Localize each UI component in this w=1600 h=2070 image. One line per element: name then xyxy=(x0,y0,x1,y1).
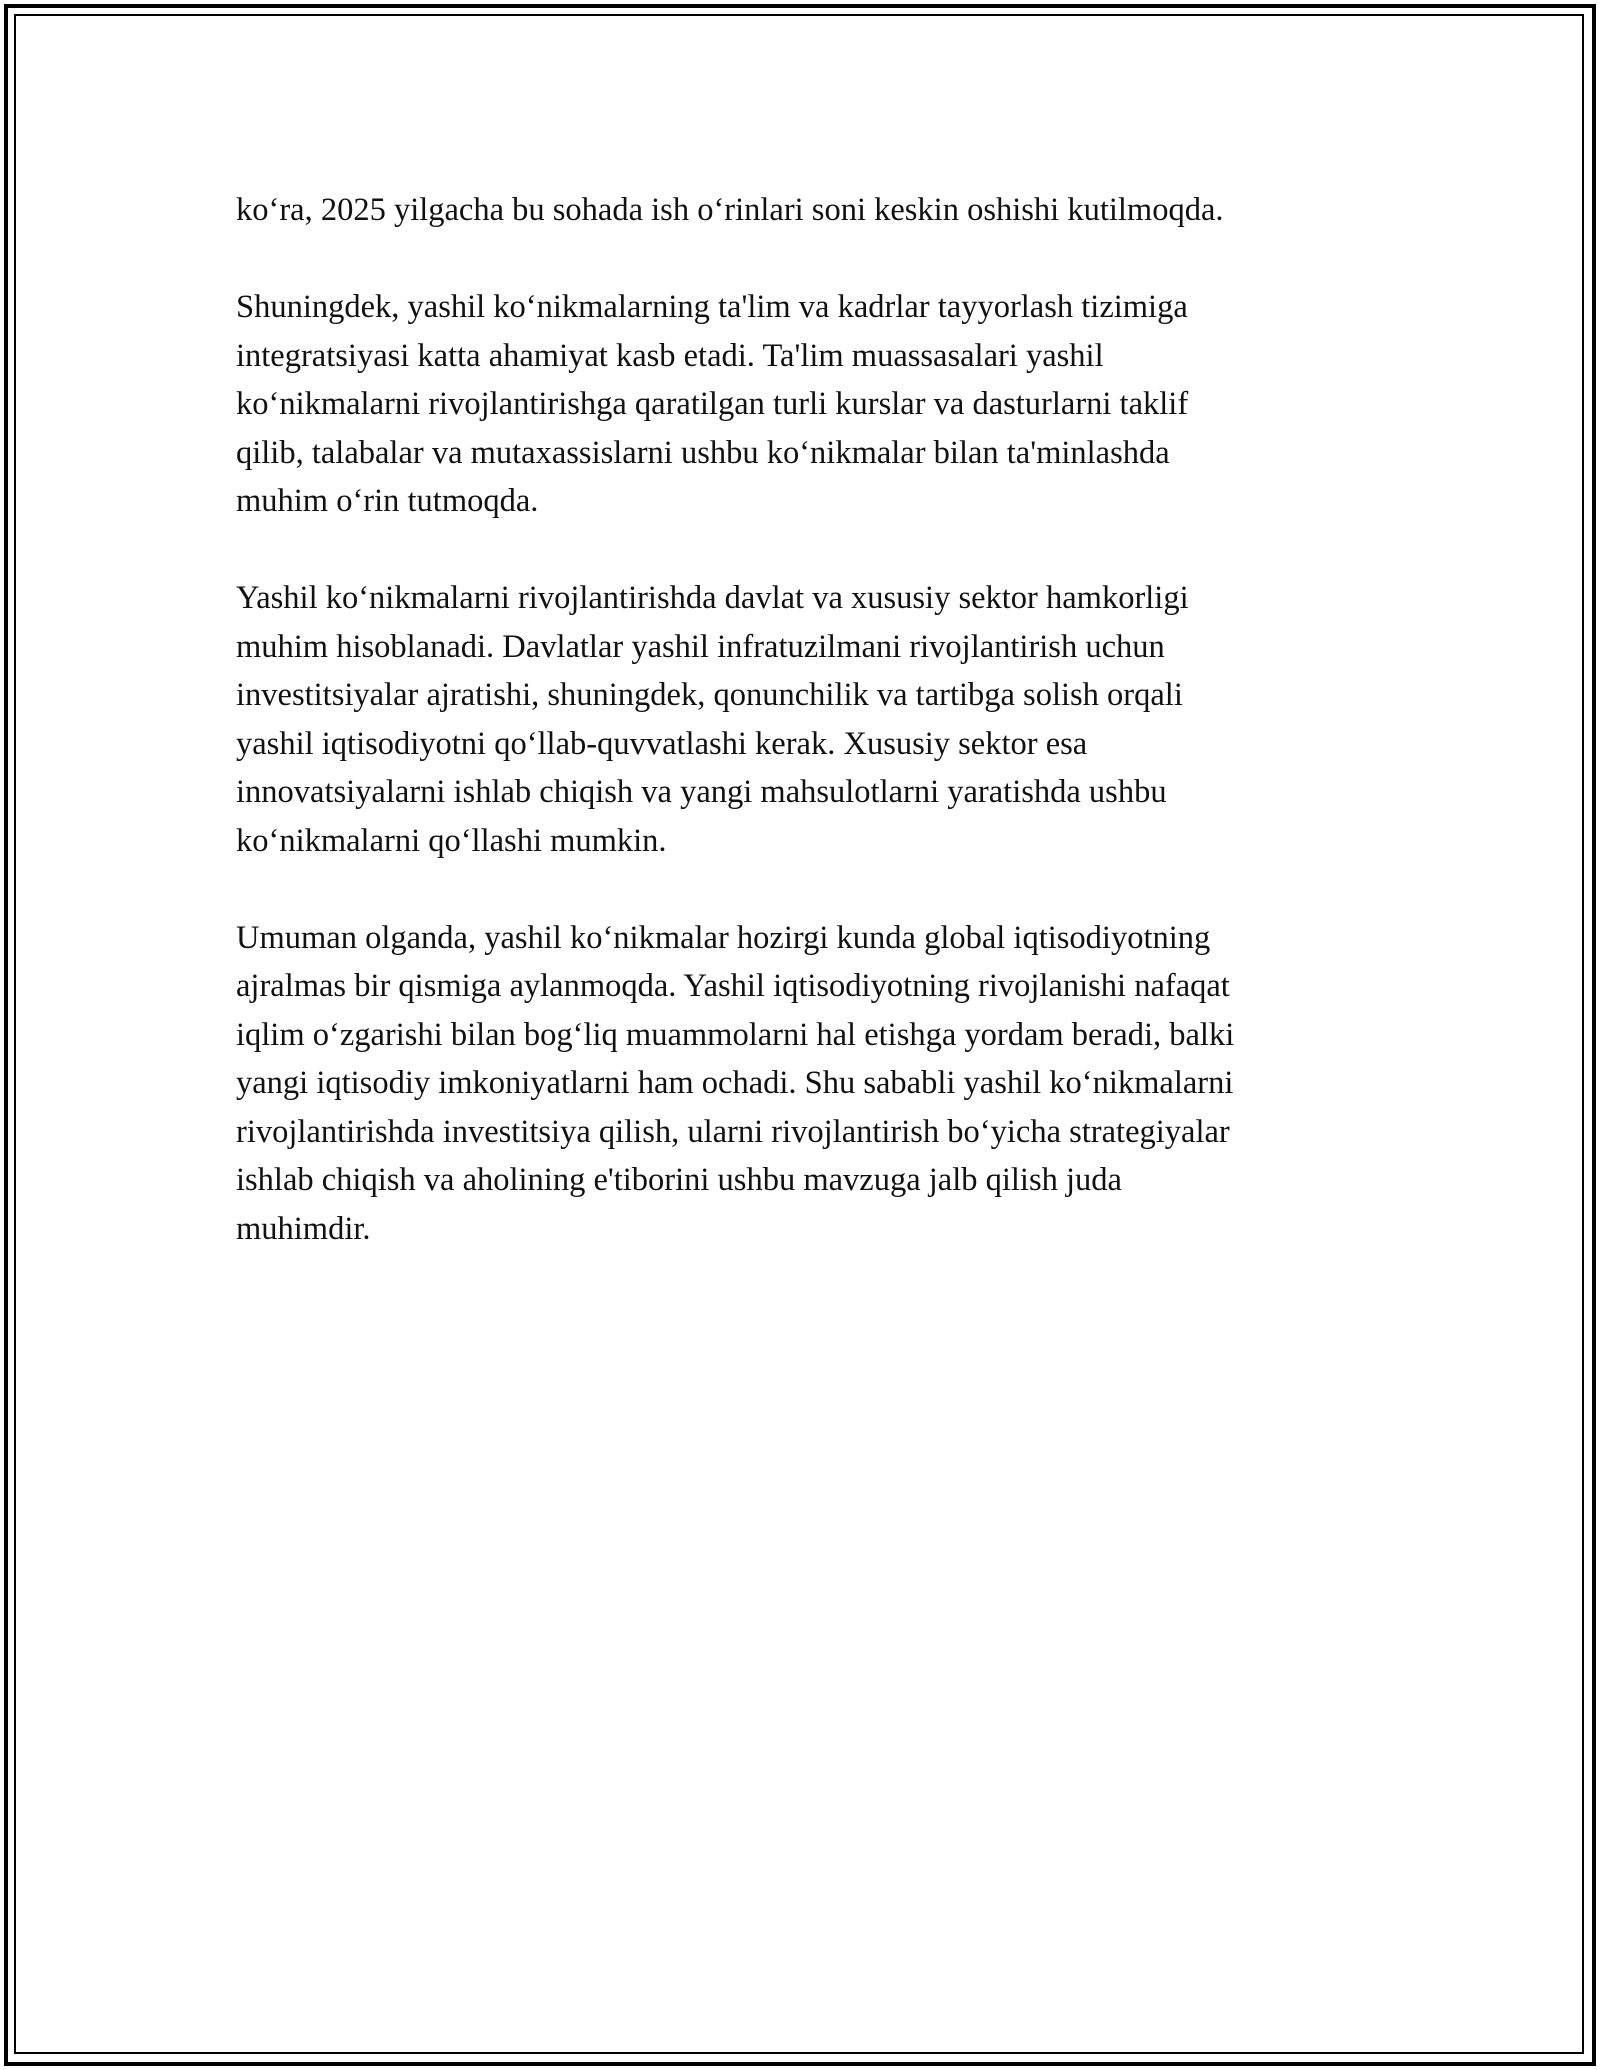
paragraph-line: iqlim o‘zgarishi bilan bog‘liq muammolarni hal etishga yordam beradi, balki xyxy=(236,1016,1235,1053)
paragraph-line: ko‘nikmalarni qo‘llashi mumkin. xyxy=(236,822,667,859)
paragraph-line: investitsiyalar ajratishi, shuningdek, qonunchilik va tartibga solish orqali xyxy=(236,677,1183,713)
paragraph-line: muhimdir. xyxy=(236,1210,371,1247)
paragraph-line: Shuningdek, yashil ko‘nikmalarning ta'lim va kadrlar tayyorlash tizimiga xyxy=(236,289,1188,325)
paragraph-line: rivojlantirishda investitsiya qilish, ularni rivojlantirish bo‘yicha strategiyalar xyxy=(236,1113,1230,1150)
paragraph-line: ko‘ra, 2025 yilgacha bu sohada ish o‘rinlari soni keskin oshishi kutilmoqda. xyxy=(236,192,1224,228)
paragraph-4 xyxy=(236,914,1376,1254)
paragraph-line: yangi iqtisodiy imkoniyatlarni ham ochadi. Shu sababli yashil ko‘nikmalarni xyxy=(236,1065,1234,1101)
document-body xyxy=(236,186,1376,1302)
paragraph-line: muhim hisoblanadi. Davlatlar yashil infratuzilmani rivojlantirish uchun xyxy=(236,628,1165,665)
paragraph-line: innovatsiyalarni ishlab chiqish va yangi mahsulotlarni yaratishda ushbu xyxy=(236,774,1167,810)
paragraph-line: Yashil ko‘nikmalarni rivojlantirishda davlat va xususiy sektor hamkorligi xyxy=(236,580,1189,616)
paragraph-2 xyxy=(236,283,1376,526)
paragraph-line: ko‘nikmalarni rivojlantirishga qaratilgan turli kurslar va dasturlarni taklif xyxy=(236,386,1189,422)
paragraph-line: ishlab chiqish va aholining e'tiborini ushbu mavzuga jalb qilish juda xyxy=(236,1162,1122,1198)
paragraph-line: ajralmas bir qismiga aylanmoqda. Yashil iqtisodiyotning rivojlanishi nafaqat xyxy=(236,968,1230,1004)
paragraph-3 xyxy=(236,574,1376,865)
paragraph-line: qilib, talabalar va mutaxassislarni ushbu ko‘nikmalar bilan ta'minlashda xyxy=(236,434,1170,471)
paragraph-line: Umuman olganda, yashil ko‘nikmalar hozirgi kunda global iqtisodiyotning xyxy=(236,919,1211,956)
paragraph-line: yashil iqtisodiyotni qo‘llab-quvvatlashi kerak. Xususiy sektor esa xyxy=(236,725,1088,762)
paragraph-line: integratsiyasi katta ahamiyat kasb etadi. Ta'lim muassasalari yashil xyxy=(236,337,1104,374)
paragraph-line: muhim o‘rin tutmoqda. xyxy=(236,483,539,519)
paragraph-1 xyxy=(236,186,1376,235)
